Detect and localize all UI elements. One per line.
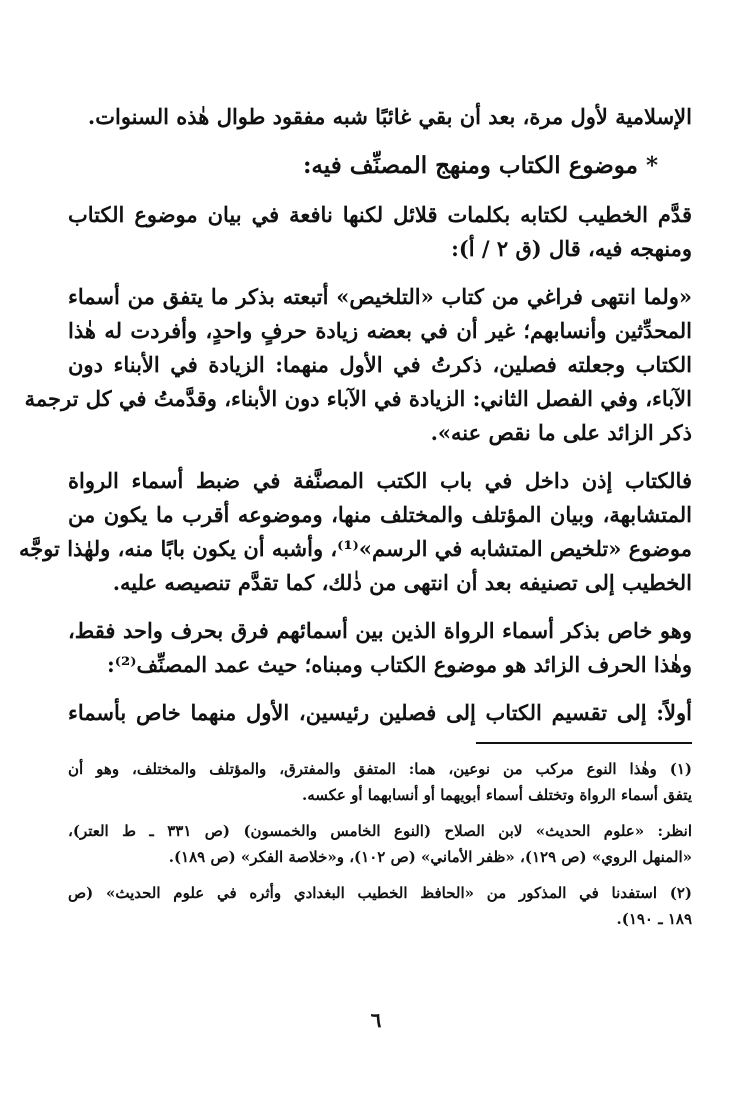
footnote-line: (١) وهٰذا النوع مركب من نوعين، هما: المتفق والمفترق، والمؤتلف والمختلف، وهو أن [68, 760, 692, 778]
paragraph [68, 614, 692, 682]
paragraph [68, 198, 692, 266]
footnote-line: ١٨٩ ـ ١٩٠). [616, 910, 692, 928]
footnote-line: انظر: «علوم الحديث» لابن الصلاح (النوع الخامس والخمسون) (ص ٣٣١ ـ ط العتر)، [68, 822, 692, 840]
text-line: موضوع «تلخيص المتشابه في الرسم»⁽¹⁾، وأشبه أن يكون بابًا منه، ولهٰذا توجَّه [18, 536, 692, 561]
footnote [68, 880, 692, 932]
footnotes [68, 756, 692, 932]
page-number: ٦ [370, 1008, 382, 1032]
text-line: المحدِّثين وأنسابهم؛ غير أن في بعضه زيادة حرفٍ واحدٍ، وأفردت له هٰذا [68, 318, 692, 343]
text-line: الإسلامية لأول مرة، بعد أن بقي غائبًا شبه مفقود طوال هٰذه السنوات. [87, 104, 692, 129]
text-line: أولاً: إلى تقسيم الكتاب إلى فصلين رئيسين، الأول منهما خاص بأسماء [68, 700, 692, 725]
text-line: الكتاب وجعلته فصلين، ذكرتُ في الأول منهما: الزيادة في الأبناء دون [68, 352, 692, 377]
text-line: ذكر الزائد على ما نقص عنه». [430, 420, 692, 445]
text-line: ومنهجه فيه، قال (ق ٢ / أ): [451, 236, 692, 261]
text-line: «ولما انتهى فراغي من كتاب «التلخيص» أتبعته بذكر ما يتفق من أسماء [68, 284, 692, 309]
footnote-line: يتفق أسماء الرواة وتختلف أسماء أبويهما أو أنسابهما أو عكسه. [301, 786, 692, 804]
quote-paragraph [24, 280, 692, 450]
text-line: المتشابهة، وبيان المؤتلف والمختلف منها، وموضوعه أقرب ما يكون من [68, 502, 692, 527]
text-line: فالكتاب إذن داخل في باب الكتب المصنَّفة في ضبط أسماء الرواة [68, 468, 692, 493]
footnote [68, 756, 692, 808]
text-line: الخطيب إلى تصنيفه بعد أن انتهى من ذٰلك، كما تقدَّم تنصيصه عليه. [112, 570, 692, 595]
text-line: وهو خاص بذكر أسماء الرواة الذين بين أسمائهم فرق بحرف واحد فقط، [68, 618, 692, 643]
paragraph [18, 464, 692, 600]
footnote-divider [476, 742, 692, 744]
intro-paragraph [68, 100, 692, 134]
text-line: قدَّم الخطيب لكتابه بكلمات قلائل لكنها نافعة في بيان موضوع الكتاب [68, 202, 692, 227]
footnote-line: «المنهل الروي» (ص ١٢٩)، «ظفر الأماني» (ص ١٠٢)، و«خلاصة الفكر» (ص ١٨٩). [168, 848, 692, 866]
footnote-line: (٢) استفدنا في المذكور من «الحافظ الخطيب البغدادي وأثره في علوم الحديث» (ص [68, 884, 692, 902]
text-line: الآباء، وفي الفصل الثاني: الزيادة في الآباء دون الأبناء، وقدَّمتُ في كل ترجمة [24, 386, 692, 411]
text-line: وهٰذا الحرف الزائد هو موضوع الكتاب ومبناه؛ حيث عمد المصنِّف⁽²⁾: [106, 652, 692, 677]
section-heading: * موضوع الكتاب ومنهج المصنِّف فيه: [302, 152, 658, 179]
paragraph [68, 696, 692, 730]
footnote [68, 818, 692, 870]
